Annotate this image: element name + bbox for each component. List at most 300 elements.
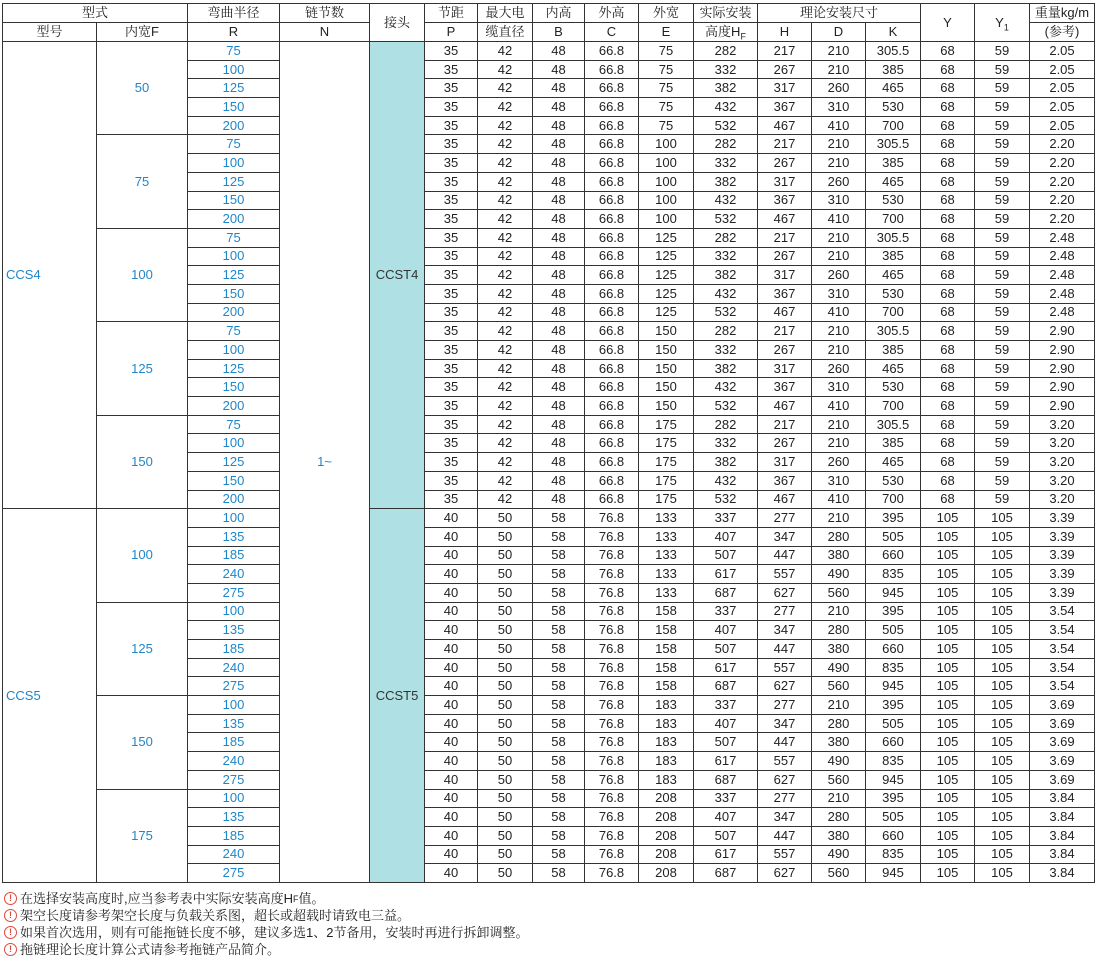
inner-width-cell: 125	[97, 602, 188, 695]
bend-radius-cell: 150	[188, 191, 280, 210]
bend-radius-cell: 240	[188, 752, 280, 771]
inner-height-cell: 58	[533, 789, 585, 808]
outer-height-cell: 66.8	[585, 322, 639, 341]
d-cell: 380	[812, 546, 866, 565]
weight-cell: 2.48	[1030, 266, 1095, 285]
outer-height-cell: 66.8	[585, 397, 639, 416]
d-cell: 410	[812, 116, 866, 135]
d-cell: 210	[812, 247, 866, 266]
outer-height-cell: 76.8	[585, 789, 639, 808]
h-cell: 367	[758, 191, 812, 210]
d-cell: 210	[812, 154, 866, 173]
k-cell: 465	[866, 79, 921, 98]
links-cell: 1~	[280, 42, 370, 883]
d-cell: 210	[812, 602, 866, 621]
weight-cell: 2.05	[1030, 42, 1095, 61]
y1-cell: 105	[975, 583, 1030, 602]
install-height-cell: 282	[694, 415, 758, 434]
y1-cell: 105	[975, 864, 1030, 883]
outer-width-cell: 100	[639, 154, 694, 173]
y1-cell: 105	[975, 808, 1030, 827]
outer-width-cell: 208	[639, 808, 694, 827]
bend-radius-cell: 150	[188, 98, 280, 117]
inner-height-cell: 48	[533, 341, 585, 360]
d-cell: 410	[812, 210, 866, 229]
inner-height-cell: 58	[533, 658, 585, 677]
max-cable-cell: 42	[478, 359, 533, 378]
k-cell: 660	[866, 826, 921, 845]
spec-table-body	[3, 42, 1095, 883]
inner-height-cell: 48	[533, 210, 585, 229]
weight-cell: 2.48	[1030, 228, 1095, 247]
bend-radius-cell: 100	[188, 434, 280, 453]
inner-height-cell: 48	[533, 359, 585, 378]
install-height-cell: 532	[694, 397, 758, 416]
d-cell: 280	[812, 621, 866, 640]
k-cell: 465	[866, 453, 921, 472]
y-cell: 68	[921, 210, 975, 229]
max-cable-cell: 50	[478, 621, 533, 640]
inner-width-cell: 100	[97, 228, 188, 321]
d-cell: 260	[812, 359, 866, 378]
outer-height-cell: 66.8	[585, 135, 639, 154]
weight-cell: 3.54	[1030, 621, 1095, 640]
weight-cell: 3.20	[1030, 490, 1095, 509]
d-cell: 490	[812, 845, 866, 864]
pitch-cell: 35	[425, 135, 478, 154]
table-row	[3, 602, 1095, 621]
warning-icon: !	[4, 892, 17, 905]
pitch-cell: 40	[425, 826, 478, 845]
pitch-cell: 40	[425, 621, 478, 640]
k-cell: 395	[866, 509, 921, 528]
outer-height-cell: 66.8	[585, 210, 639, 229]
weight-cell: 2.20	[1030, 154, 1095, 173]
y1-cell: 59	[975, 378, 1030, 397]
d-cell: 310	[812, 471, 866, 490]
weight-cell: 2.90	[1030, 397, 1095, 416]
h-cell: 367	[758, 378, 812, 397]
y-cell: 105	[921, 826, 975, 845]
d-cell: 210	[812, 341, 866, 360]
outer-height-cell: 76.8	[585, 509, 639, 528]
inner-width-cell: 75	[97, 135, 188, 228]
outer-width-cell: 150	[639, 322, 694, 341]
outer-width-cell: 125	[639, 266, 694, 285]
header-theory: 理论安装尺寸	[758, 4, 921, 23]
header-pitch-sym: P	[425, 23, 478, 42]
pitch-cell: 35	[425, 172, 478, 191]
y1-cell: 105	[975, 546, 1030, 565]
outer-width-cell: 75	[639, 116, 694, 135]
outer-height-cell: 76.8	[585, 696, 639, 715]
pitch-cell: 35	[425, 42, 478, 61]
d-cell: 280	[812, 714, 866, 733]
y-cell: 105	[921, 696, 975, 715]
table-row	[3, 789, 1095, 808]
outer-width-cell: 208	[639, 789, 694, 808]
d-cell: 380	[812, 733, 866, 752]
d-cell: 560	[812, 864, 866, 883]
install-height-cell: 532	[694, 210, 758, 229]
max-cable-cell: 50	[478, 565, 533, 584]
y-cell: 68	[921, 116, 975, 135]
d-cell: 560	[812, 677, 866, 696]
bend-radius-cell: 75	[188, 42, 280, 61]
h-cell: 267	[758, 60, 812, 79]
table-row	[3, 696, 1095, 715]
pitch-cell: 35	[425, 415, 478, 434]
k-cell: 835	[866, 658, 921, 677]
install-height-cell: 432	[694, 284, 758, 303]
h-cell: 447	[758, 640, 812, 659]
y-cell: 68	[921, 303, 975, 322]
outer-width-cell: 75	[639, 98, 694, 117]
bend-radius-cell: 135	[188, 808, 280, 827]
pitch-cell: 40	[425, 565, 478, 584]
inner-height-cell: 58	[533, 565, 585, 584]
max-cable-cell: 50	[478, 658, 533, 677]
k-cell: 465	[866, 266, 921, 285]
y1-cell: 59	[975, 322, 1030, 341]
outer-width-cell: 125	[639, 303, 694, 322]
header-bend-radius: 弯曲半径	[188, 4, 280, 23]
k-cell: 530	[866, 284, 921, 303]
bend-radius-cell: 150	[188, 471, 280, 490]
header-type-group: 型式	[3, 4, 188, 23]
k-cell: 700	[866, 490, 921, 509]
header-install-1: 实际安装	[694, 4, 758, 23]
install-height-cell: 382	[694, 79, 758, 98]
k-cell: 505	[866, 621, 921, 640]
k-cell: 835	[866, 752, 921, 771]
outer-height-cell: 66.8	[585, 154, 639, 173]
table-row	[3, 322, 1095, 341]
inner-height-cell: 58	[533, 808, 585, 827]
y1-cell: 59	[975, 98, 1030, 117]
outer-width-cell: 133	[639, 583, 694, 602]
inner-height-cell: 58	[533, 621, 585, 640]
header-outer-width-sym: E	[639, 23, 694, 42]
d-cell: 260	[812, 453, 866, 472]
outer-height-cell: 66.8	[585, 60, 639, 79]
y1-cell: 59	[975, 42, 1030, 61]
inner-height-cell: 48	[533, 135, 585, 154]
k-cell: 305.5	[866, 415, 921, 434]
max-cable-cell: 42	[478, 191, 533, 210]
inner-height-cell: 58	[533, 845, 585, 864]
y-cell: 105	[921, 714, 975, 733]
weight-cell: 3.54	[1030, 640, 1095, 659]
inner-height-cell: 58	[533, 696, 585, 715]
h-cell: 347	[758, 527, 812, 546]
header-h-sym: H	[758, 23, 812, 42]
weight-cell: 3.54	[1030, 658, 1095, 677]
outer-height-cell: 66.8	[585, 303, 639, 322]
header-y1: $Y_1$	[975, 4, 1030, 42]
d-cell: 210	[812, 135, 866, 154]
outer-width-cell: 100	[639, 135, 694, 154]
max-cable-cell: 42	[478, 341, 533, 360]
install-height-cell: 432	[694, 471, 758, 490]
outer-width-cell: 133	[639, 509, 694, 528]
max-cable-cell: 42	[478, 228, 533, 247]
install-height-cell: 407	[694, 621, 758, 640]
outer-width-cell: 133	[639, 565, 694, 584]
pitch-cell: 35	[425, 154, 478, 173]
outer-width-cell: 75	[639, 79, 694, 98]
header-inner-height-sym: B	[533, 23, 585, 42]
k-cell: 700	[866, 210, 921, 229]
y1-cell: 59	[975, 228, 1030, 247]
header-install-2: 高度$H_F$	[694, 23, 758, 42]
h-cell: 347	[758, 714, 812, 733]
install-height-cell: 407	[694, 714, 758, 733]
k-cell: 660	[866, 733, 921, 752]
h-cell: 627	[758, 677, 812, 696]
outer-height-cell: 66.8	[585, 415, 639, 434]
install-height-cell: 382	[694, 453, 758, 472]
outer-height-cell: 66.8	[585, 247, 639, 266]
bend-radius-cell: 185	[188, 733, 280, 752]
k-cell: 385	[866, 434, 921, 453]
y-cell: 105	[921, 808, 975, 827]
header-d-sym: D	[812, 23, 866, 42]
outer-height-cell: 66.8	[585, 359, 639, 378]
inner-height-cell: 58	[533, 640, 585, 659]
header-bend-radius-sym: R	[188, 23, 280, 42]
weight-cell: 2.05	[1030, 60, 1095, 79]
h-cell: 317	[758, 359, 812, 378]
install-height-cell: 332	[694, 341, 758, 360]
note-text: 如果首次选用，则有可能拖链长度不够，建议多选1、2节备用，安装时再进行拆卸调整。	[20, 925, 529, 940]
inner-height-cell: 48	[533, 303, 585, 322]
h-cell: 467	[758, 397, 812, 416]
spec-table	[2, 3, 1095, 883]
max-cable-cell: 42	[478, 266, 533, 285]
install-height-cell: 507	[694, 733, 758, 752]
h-cell: 467	[758, 116, 812, 135]
weight-cell: 2.90	[1030, 359, 1095, 378]
bend-radius-cell: 200	[188, 397, 280, 416]
install-height-cell: 382	[694, 172, 758, 191]
k-cell: 505	[866, 714, 921, 733]
d-cell: 210	[812, 415, 866, 434]
bend-radius-cell: 75	[188, 135, 280, 154]
pitch-cell: 35	[425, 228, 478, 247]
outer-width-cell: 150	[639, 341, 694, 360]
pitch-cell: 35	[425, 210, 478, 229]
outer-height-cell: 66.8	[585, 434, 639, 453]
pitch-cell: 35	[425, 490, 478, 509]
y1-cell: 59	[975, 359, 1030, 378]
d-cell: 560	[812, 583, 866, 602]
y-cell: 68	[921, 453, 975, 472]
h-cell: 277	[758, 602, 812, 621]
k-cell: 530	[866, 191, 921, 210]
outer-height-cell: 66.8	[585, 79, 639, 98]
bend-radius-cell: 100	[188, 696, 280, 715]
weight-cell: 2.20	[1030, 210, 1095, 229]
bend-radius-cell: 185	[188, 546, 280, 565]
y1-cell: 59	[975, 303, 1030, 322]
inner-width-cell: 150	[97, 415, 188, 508]
pitch-cell: 35	[425, 434, 478, 453]
weight-cell: 2.48	[1030, 284, 1095, 303]
warning-icon: !	[4, 909, 17, 922]
k-cell: 305.5	[866, 322, 921, 341]
install-height-cell: 687	[694, 864, 758, 883]
y1-cell: 105	[975, 509, 1030, 528]
max-cable-cell: 42	[478, 42, 533, 61]
y1-cell: 105	[975, 770, 1030, 789]
note-text: 架空长度请参考架空长度与负载关系图，超长或超载时请致电三益。	[20, 908, 411, 923]
outer-width-cell: 133	[639, 546, 694, 565]
k-cell: 700	[866, 303, 921, 322]
pitch-cell: 40	[425, 677, 478, 696]
install-height-cell: 332	[694, 434, 758, 453]
weight-cell: 3.39	[1030, 527, 1095, 546]
outer-width-cell: 75	[639, 42, 694, 61]
header-links-sym: N	[280, 23, 370, 42]
inner-height-cell: 48	[533, 98, 585, 117]
d-cell: 410	[812, 303, 866, 322]
max-cable-cell: 50	[478, 602, 533, 621]
install-height-cell: 532	[694, 303, 758, 322]
y-cell: 105	[921, 565, 975, 584]
d-cell: 310	[812, 378, 866, 397]
warning-icon: !	[4, 943, 17, 956]
y1-cell: 105	[975, 602, 1030, 621]
d-cell: 210	[812, 42, 866, 61]
bend-radius-cell: 100	[188, 509, 280, 528]
max-cable-cell: 42	[478, 490, 533, 509]
h-cell: 217	[758, 415, 812, 434]
y-cell: 68	[921, 322, 975, 341]
h-cell: 447	[758, 546, 812, 565]
y-cell: 68	[921, 60, 975, 79]
k-cell: 385	[866, 341, 921, 360]
y-cell: 68	[921, 98, 975, 117]
inner-height-cell: 58	[533, 677, 585, 696]
k-cell: 700	[866, 116, 921, 135]
outer-width-cell: 158	[639, 640, 694, 659]
install-height-cell: 337	[694, 789, 758, 808]
pitch-cell: 35	[425, 116, 478, 135]
outer-height-cell: 76.8	[585, 864, 639, 883]
h-cell: 317	[758, 79, 812, 98]
install-height-cell: 332	[694, 247, 758, 266]
h-cell: 317	[758, 266, 812, 285]
outer-width-cell: 158	[639, 621, 694, 640]
y1-cell: 59	[975, 172, 1030, 191]
y-cell: 68	[921, 378, 975, 397]
pitch-cell: 40	[425, 733, 478, 752]
outer-height-cell: 76.8	[585, 546, 639, 565]
weight-cell: 2.20	[1030, 172, 1095, 191]
h-cell: 217	[758, 228, 812, 247]
table-row	[3, 415, 1095, 434]
max-cable-cell: 42	[478, 397, 533, 416]
max-cable-cell: 42	[478, 471, 533, 490]
outer-height-cell: 76.8	[585, 583, 639, 602]
k-cell: 305.5	[866, 135, 921, 154]
bend-radius-cell: 125	[188, 266, 280, 285]
install-height-cell: 337	[694, 509, 758, 528]
bend-radius-cell: 275	[188, 677, 280, 696]
weight-cell: 3.20	[1030, 415, 1095, 434]
outer-height-cell: 76.8	[585, 565, 639, 584]
bend-radius-cell: 135	[188, 527, 280, 546]
outer-width-cell: 175	[639, 434, 694, 453]
max-cable-cell: 42	[478, 98, 533, 117]
h-cell: 367	[758, 98, 812, 117]
y-cell: 68	[921, 266, 975, 285]
install-height-cell: 382	[694, 266, 758, 285]
bend-radius-cell: 100	[188, 789, 280, 808]
h-cell: 467	[758, 210, 812, 229]
outer-width-cell: 175	[639, 471, 694, 490]
outer-height-cell: 66.8	[585, 490, 639, 509]
max-cable-cell: 42	[478, 303, 533, 322]
pitch-cell: 35	[425, 471, 478, 490]
inner-height-cell: 48	[533, 247, 585, 266]
outer-height-cell: 76.8	[585, 770, 639, 789]
inner-width-cell: 50	[97, 42, 188, 135]
notes	[4, 890, 528, 958]
h-cell: 277	[758, 789, 812, 808]
d-cell: 560	[812, 770, 866, 789]
outer-height-cell: 76.8	[585, 527, 639, 546]
y-cell: 105	[921, 602, 975, 621]
y1-cell: 105	[975, 733, 1030, 752]
y-cell: 105	[921, 546, 975, 565]
outer-height-cell: 76.8	[585, 640, 639, 659]
pitch-cell: 35	[425, 191, 478, 210]
max-cable-cell: 50	[478, 696, 533, 715]
note-text-after: 值。	[298, 891, 325, 906]
pitch-cell: 40	[425, 845, 478, 864]
outer-height-cell: 76.8	[585, 808, 639, 827]
y-cell: 68	[921, 79, 975, 98]
pitch-cell: 40	[425, 696, 478, 715]
y-cell: 105	[921, 677, 975, 696]
note-item: ! 在选择安装高度时,应当参考表中实际安装高度H F 值。	[4, 890, 528, 907]
install-height-cell: 617	[694, 845, 758, 864]
max-cable-cell: 50	[478, 808, 533, 827]
inner-height-cell: 48	[533, 378, 585, 397]
y-cell: 68	[921, 135, 975, 154]
k-cell: 385	[866, 247, 921, 266]
outer-width-cell: 183	[639, 696, 694, 715]
table-row	[3, 42, 1095, 61]
weight-cell: 3.84	[1030, 808, 1095, 827]
max-cable-cell: 50	[478, 789, 533, 808]
y-cell: 105	[921, 583, 975, 602]
y1-cell: 59	[975, 341, 1030, 360]
y-cell: 68	[921, 471, 975, 490]
k-cell: 530	[866, 378, 921, 397]
bend-radius-cell: 150	[188, 378, 280, 397]
install-height-cell: 407	[694, 527, 758, 546]
outer-height-cell: 66.8	[585, 378, 639, 397]
header-y: Y	[921, 4, 975, 42]
header-k-sym: K	[866, 23, 921, 42]
d-cell: 310	[812, 284, 866, 303]
weight-cell: 2.05	[1030, 116, 1095, 135]
model-cell: CCS4	[3, 42, 97, 509]
header-weight-2: (参考)	[1030, 23, 1095, 42]
